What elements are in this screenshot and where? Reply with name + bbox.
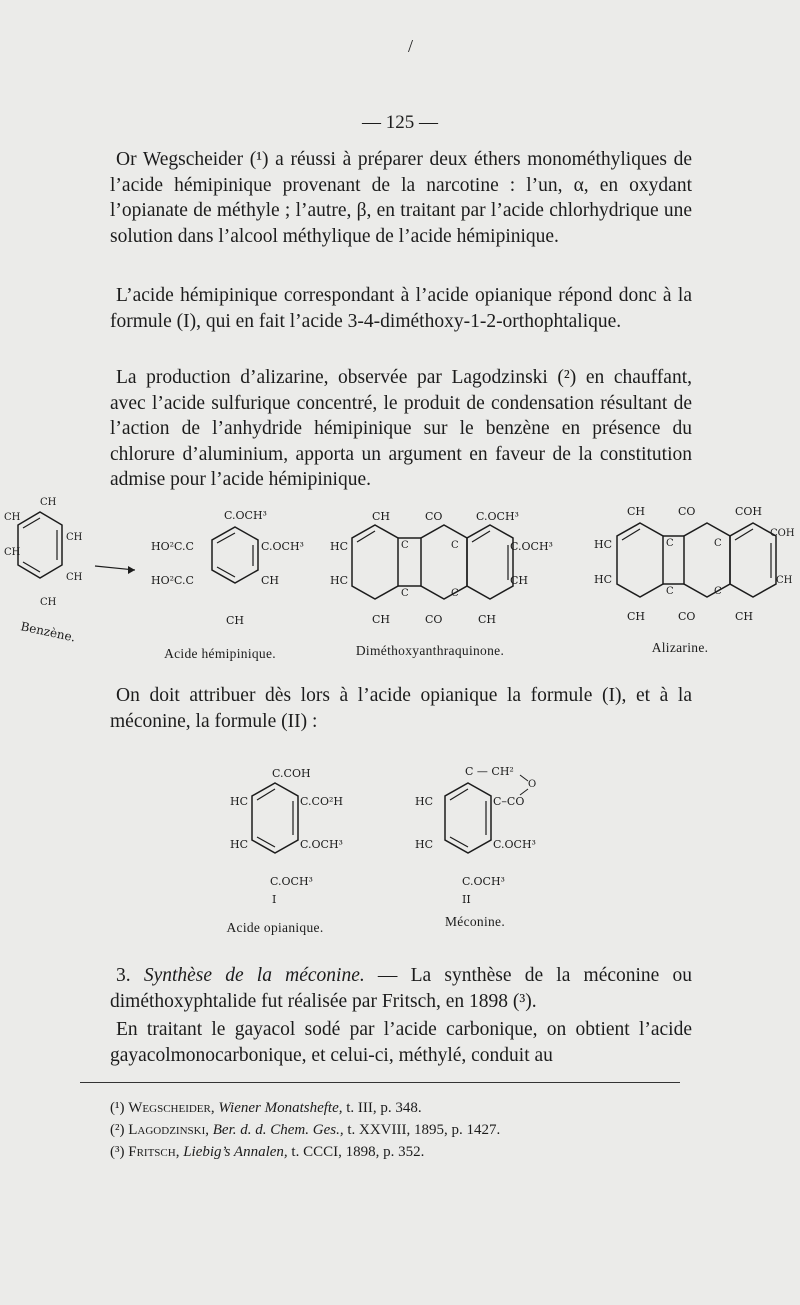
opianic-label: C.CO²H [300, 795, 343, 808]
benzene-atom: CH [40, 497, 57, 508]
opianic-label: C.OCH³ [270, 875, 313, 888]
footnote-work: Ber. d. d. Chem. Ges., [212, 1122, 344, 1138]
footnote-ref: t. CCCI, 1898, p. 352. [291, 1144, 425, 1160]
alizarin-label: COH [735, 505, 763, 518]
caption-alizarin: Alizarine. [651, 640, 709, 655]
footnote-mark: (²) [110, 1122, 125, 1138]
caption-hemipinic: Acide hémipinique. [164, 646, 276, 661]
dimethoxy-label: CH [372, 613, 391, 626]
alizarin-label: CO [678, 505, 696, 518]
meconin-numeral: II [462, 893, 471, 906]
hemipinic-label: C.OCH³ [224, 509, 267, 522]
alizarin-label: C [666, 538, 674, 549]
alizarin-label: CH [627, 610, 646, 623]
benzene-atom: CH [66, 532, 83, 543]
benzene-atom: CH [66, 572, 83, 583]
meconin-label: HC [415, 795, 434, 808]
benzene-label: Benzène. [19, 619, 77, 645]
footnote-author: Lagodzinski, [128, 1122, 209, 1138]
opianic-label: HC [230, 838, 249, 851]
alizarin-label: C [666, 586, 674, 597]
footnote-author: Wegscheider, [128, 1100, 215, 1116]
dimethoxy-label: C.OCH³ [476, 510, 519, 523]
dimethoxy-label: HC [330, 540, 349, 553]
hemipinic-acid-structure [151, 509, 304, 627]
alizarin-label: C [714, 586, 722, 597]
alizarin-label: CH [735, 610, 754, 623]
opianic-label: C.OCH³ [300, 838, 343, 851]
dimethoxy-label: C [451, 540, 459, 551]
dimethoxyanthraquinone-structure [330, 510, 553, 626]
caption-dimethoxy: Diméthoxyanthraquinone. [355, 643, 505, 658]
footnote-3 [110, 1144, 424, 1161]
dimethoxy-label: C [401, 540, 409, 551]
footnote-2 [110, 1122, 500, 1139]
alizarin-label: HC [594, 538, 613, 551]
dimethoxy-label: CH [510, 574, 529, 587]
alizarin-label: HC [594, 573, 613, 586]
opianic-numeral: I [272, 893, 277, 906]
paragraph-5 [110, 963, 692, 1014]
opianic-label: HC [230, 795, 249, 808]
hemipinic-label: CH [226, 614, 245, 627]
hemipinic-label: CH [261, 574, 280, 587]
alizarin-label: C [714, 538, 722, 549]
hemipinic-label: C.OCH³ [261, 540, 304, 553]
dimethoxy-label: CO [425, 613, 443, 626]
meconin-label: HC [415, 838, 434, 851]
meconin-label: C — CH² [465, 765, 514, 778]
section-number: 3. [116, 965, 131, 986]
alizarin-label: COH [770, 528, 795, 539]
reaction-arrow [95, 566, 135, 574]
paragraph-4: On doit attribuer dès lors à l’acide opianique la formule (I), et à la méconine, la formule (II) : [110, 685, 692, 732]
footnote-work: Wiener Monatshefte, [218, 1100, 343, 1116]
alizarin-label: CO [678, 610, 696, 623]
meconin-label: O [528, 779, 537, 790]
alizarin-label: CH [776, 575, 793, 586]
benzene-atom: CH [4, 512, 21, 523]
paragraph-2: L’acide hémipinique correspondant à l’acide opianique répond donc à la formule (I), qui en fait l’acide 3-4-diméthoxy-1-2-orthophtalique. [110, 285, 692, 332]
caption-meconin: Méconine. [444, 914, 506, 929]
alizarin-structure [594, 505, 795, 623]
meconin-label: C–CO [493, 795, 525, 808]
footnote-work: Liebig’s Annalen, [183, 1144, 288, 1160]
page-number: — 125 — [362, 112, 438, 133]
caption-opianic: Acide opianique. [226, 920, 324, 935]
section-title: Synthèse de la méconine. [143, 965, 365, 986]
paragraph-3: La production d’alizarine, observée par Lagodzinski (²) en chauffant, avec l’acide sulfurique concentré, le produit de condensation résultant de l’action de l’anhydride hémipinique sur le benzène en présence du chlorure d’aluminium, apporta un argument en faveur de la constitution admise pour l’acide hémipinique. [110, 367, 692, 491]
dimethoxy-label: CH [478, 613, 497, 626]
benzene-structure [4, 497, 83, 645]
footnote-mark: (³) [110, 1144, 125, 1160]
hemipinic-label: HO²C.C [151, 574, 194, 587]
section-text: — La synthèse de la méconine ou diméthoxyphtalide fut réalisée par Fritsch, en 1898 (³). [110, 965, 693, 1012]
opianic-label: C.COH [272, 767, 311, 780]
footnote-mark: (¹) [110, 1100, 125, 1116]
hemipinic-label: HO²C.C [151, 540, 194, 553]
meconin-label: C.OCH³ [462, 875, 505, 888]
opianic-acid-structure [230, 767, 343, 906]
benzene-atom: CH [40, 597, 57, 608]
dimethoxy-label: HC [330, 574, 349, 587]
paragraph-1: Or Wegscheider (¹) a réussi à préparer deux éthers monométhyliques de l’acide hémipinique provenant de la narcotine : l’un, α, en oxydant l’opianate de méthyle ; l’autre, β, en traitant par l’acide chlorhydrique une solution dans l’alcool méthylique de l’acide hémipinique. [110, 149, 692, 247]
footnote-1 [110, 1100, 422, 1117]
dimethoxy-label: CH [372, 510, 391, 523]
footnote-ref: t. XXVIII, 1895, p. 1427. [347, 1122, 501, 1138]
alizarin-label: CH [627, 505, 646, 518]
footnote-ref: t. III, p. 348. [346, 1100, 422, 1116]
meconin-label: C.OCH³ [493, 838, 536, 851]
figure-opianic-meconin [190, 755, 550, 915]
paragraph-6: En traitant le gayacol sodé par l’acide carbonique, on obtient l’acide gayacolmonocarbonique, et celui-ci, méthylé, conduit au [110, 1019, 692, 1066]
dimethoxy-label: CO [425, 510, 443, 523]
dimethoxy-label: C [401, 588, 409, 599]
page-mark: / [408, 36, 414, 56]
footnote-rule [80, 1082, 680, 1083]
footnote-author: Fritsch, [128, 1144, 180, 1160]
benzene-atom: CH [4, 547, 21, 558]
dimethoxy-label: C.OCH³ [510, 540, 553, 553]
dimethoxy-label: C [451, 588, 459, 599]
meconin-structure [415, 765, 536, 906]
